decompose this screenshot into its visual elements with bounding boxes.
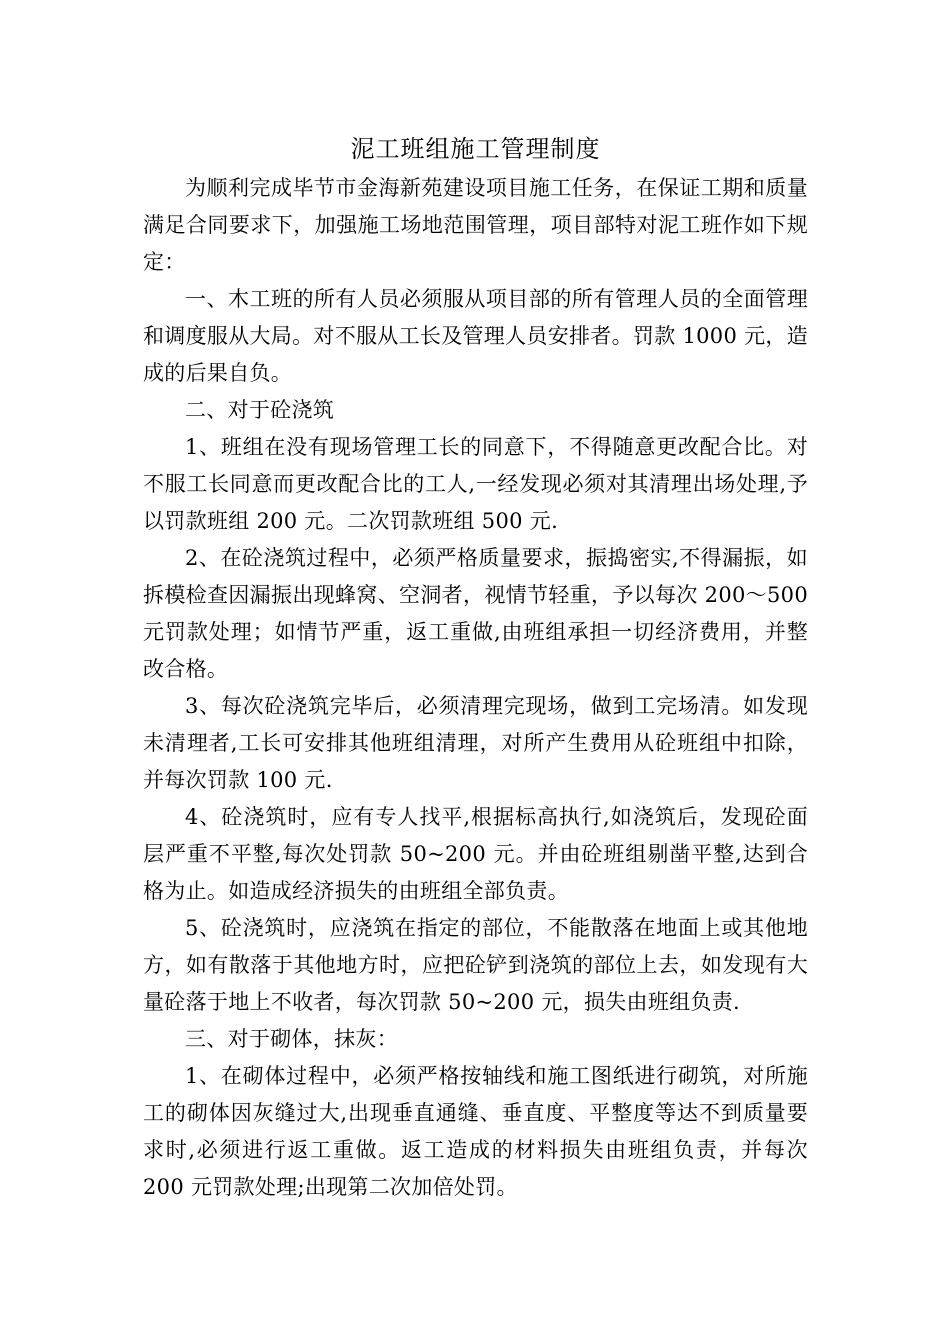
document-title: 泥工班组施工管理制度 — [350, 135, 601, 163]
section-2-item-3: 3、每次砼浇筑完毕后，必须清理完现场，做到工完场清。如发现未清理者,工长可安排其他班组清理，对所产生费用从砼班组中扣除，并每次罚款 100 元. — [143, 694, 808, 792]
section-2-item-1: 1、班组在没有现场管理工长的同意下，不得随意更改配合比。对不服工长同意而更改配合比的工人,一经发现必须对其清理出场处理,予以罚款班组 200 元。二次罚款班组 500 元. — [143, 435, 808, 533]
intro-paragraph: 为顺利完成毕节市金海新苑建设项目施工任务，在保证工期和质量满足合同要求下，加强施工场地范围管理，项目部特对泥工班作如下规定： — [143, 176, 808, 274]
section-3-heading: 三、对于砌体，抹灰： — [185, 1027, 398, 1051]
section-2-item-4: 4、砼浇筑时，应有专人找平,根据标高执行,如浇筑后，发现砼面层严重不平整,每次处罚款 50~200 元。并由砼班组剔凿平整,达到合格为止。如造成经济损失的由班组全部负责。 — [143, 805, 808, 903]
document-body — [143, 128, 808, 1206]
section-2-heading: 二、对于砼浇筑 — [185, 398, 335, 422]
rule-1-paragraph: 一、木工班的所有人员必须服从项目部的所有管理人员的全面管理和调度服从大局。对不服从工长及管理人员安排者。罚款 1000 元，造成的后果自负。 — [143, 287, 808, 385]
section-3-item-1: 1、在砌体过程中，必须严格按轴线和施工图纸进行砌筑，对所施工的砌体因灰缝过大,出现垂直通缝、垂直度、平整度等达不到质量要求时,必须进行返工重做。返工造成的材料损失由班组负责，并每次 200 元罚款处理;出现第二次加倍处罚。 — [143, 1064, 808, 1199]
section-2-item-2: 2、在砼浇筑过程中，必须严格质量要求，振捣密实,不得漏振，如拆模检查因漏振出现蜂窝、空洞者，视情节轻重，予以每次 200～500 元罚款处理；如情节严重，返工重做,由班组承担一切经济费用，并整改合格。 — [143, 546, 808, 681]
section-2-item-5: 5、砼浇筑时，应浇筑在指定的部位，不能散落在地面上或其他地方，如有散落于其他地方时，应把砼铲到浇筑的部位上去，如发现有大量砼落于地上不收者，每次罚款 50~200 元，损失由班组负责. — [143, 916, 808, 1014]
